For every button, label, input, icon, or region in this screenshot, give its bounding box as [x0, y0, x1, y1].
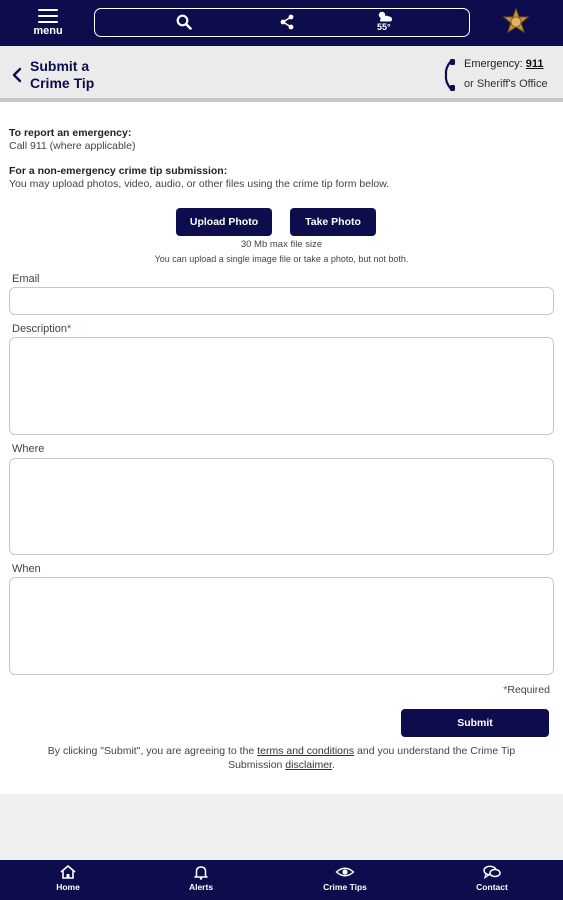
menu-icon	[38, 9, 58, 23]
phone-icon[interactable]	[442, 58, 460, 92]
bell-icon	[192, 864, 210, 880]
toolbar-pill	[94, 8, 470, 37]
search-icon	[176, 14, 192, 30]
where-label: Where	[12, 443, 45, 455]
where-field[interactable]	[9, 458, 554, 555]
when-field[interactable]	[9, 577, 554, 675]
nav-home[interactable]	[28, 864, 108, 898]
weather-temperature: 55°	[377, 22, 391, 32]
share-icon	[279, 14, 295, 30]
description-field[interactable]	[9, 337, 554, 435]
required-note-star: *	[503, 684, 508, 696]
chat-bubbles-icon	[482, 864, 502, 880]
emergency-number-link[interactable]: 911	[525, 58, 544, 70]
agreement-part3: Submission	[228, 759, 286, 771]
page-title-line1: Submit a	[30, 58, 90, 74]
nav-alerts[interactable]	[161, 864, 241, 898]
page-header	[0, 46, 563, 102]
eye-icon	[335, 864, 355, 880]
email-field[interactable]	[9, 287, 554, 315]
page-title-line2: Crime Tip	[30, 75, 95, 91]
emergency-line	[464, 58, 544, 70]
when-label: When	[12, 563, 41, 575]
agreement-part4: .	[331, 759, 335, 771]
nav-home-label: Home	[56, 882, 80, 892]
emergency-text: Call 911 (where applicable)	[9, 140, 136, 152]
terms-link[interactable]: terms and conditions	[257, 745, 355, 757]
menu-label: menu	[33, 25, 63, 37]
agreement-part1: By clicking "Submit", you are agreeing to the	[47, 745, 258, 757]
disclaimer-link[interactable]: disclaimer	[285, 759, 332, 771]
email-label: Email	[12, 273, 40, 285]
single-file-note: You can upload a single image file or take a photo, but not both.	[154, 254, 409, 264]
take-photo-button[interactable]: Take Photo	[290, 208, 376, 236]
required-note	[503, 684, 550, 696]
sheriff-badge-icon	[500, 7, 532, 39]
emergency-label: Emergency:	[464, 58, 523, 70]
nav-crime-tips-label: Crime Tips	[323, 882, 367, 892]
share-button[interactable]	[267, 9, 307, 35]
agreement-part2: and you understand the Crime Tip	[354, 745, 516, 757]
nonemergency-text: You may upload photos, video, audio, or other files using the crime tip form below.	[9, 178, 390, 190]
description-label-text: Description	[12, 323, 68, 335]
weather-button[interactable]	[365, 9, 405, 35]
menu-button[interactable]	[28, 6, 68, 40]
sheriff-office-text: or Sheriff's Office	[464, 78, 548, 90]
submit-button[interactable]: Submit	[401, 709, 549, 737]
emergency-heading: To report an emergency:	[9, 127, 132, 139]
home-icon	[59, 864, 77, 880]
footer-spacer	[0, 794, 563, 860]
file-size-note: 30 Mb max file size	[240, 239, 323, 250]
nav-alerts-label: Alerts	[188, 882, 214, 892]
chevron-left-icon	[10, 67, 24, 83]
top-app-bar	[0, 0, 563, 46]
agreement-text	[0, 744, 563, 772]
description-label	[12, 323, 71, 335]
required-star: *	[67, 323, 72, 335]
back-button[interactable]	[10, 67, 24, 83]
page-title	[30, 58, 120, 92]
nav-contact-label: Contact	[476, 882, 508, 892]
nonemergency-heading: For a non-emergency crime tip submission:	[9, 165, 228, 177]
nav-crime-tips[interactable]	[305, 864, 385, 898]
bottom-navigation	[0, 860, 563, 900]
upload-photo-button[interactable]: Upload Photo	[176, 208, 272, 236]
nav-contact[interactable]	[452, 864, 532, 898]
search-button[interactable]	[164, 9, 204, 35]
required-note-text: Required	[507, 684, 550, 696]
